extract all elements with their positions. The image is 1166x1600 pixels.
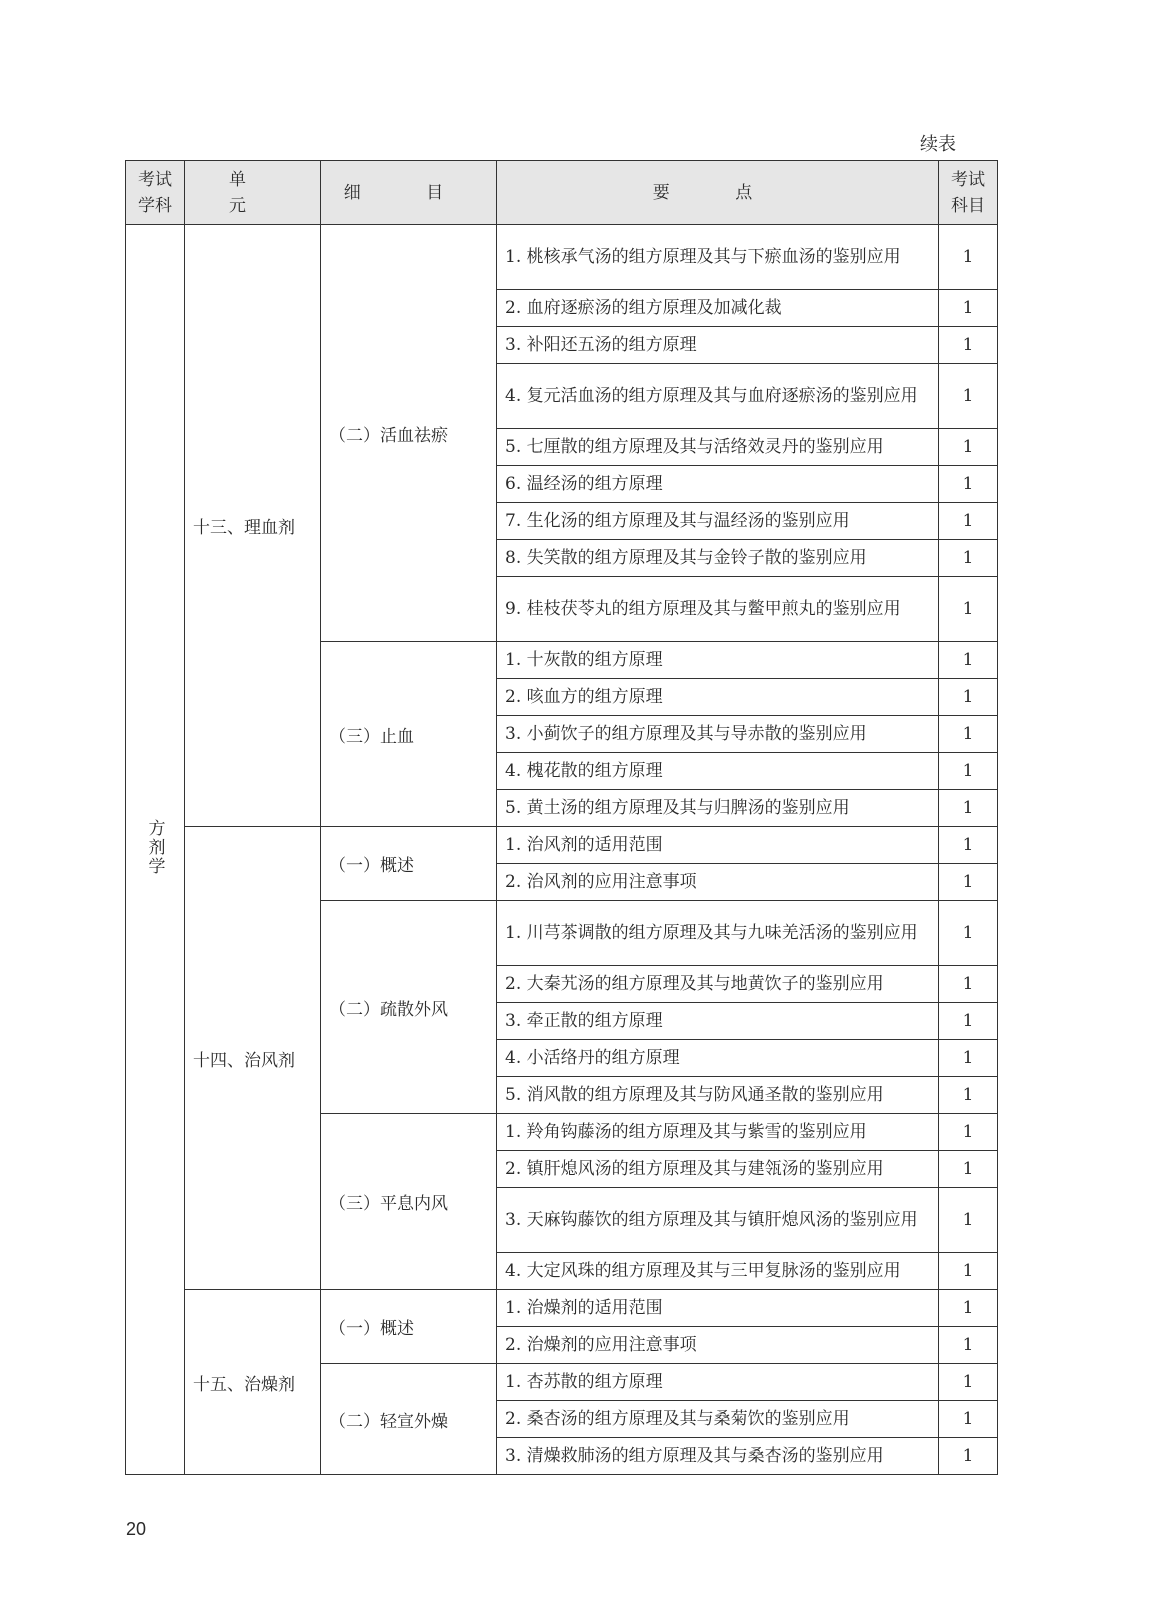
score-cell: 1	[939, 290, 998, 327]
score-cell: 1	[939, 642, 998, 679]
point-cell: 5. 黄土汤的组方原理及其与归脾汤的鉴别应用	[497, 790, 939, 827]
header-points: 要 点	[497, 161, 939, 225]
table-header-row	[126, 161, 998, 225]
point-cell: 5. 七厘散的组方原理及其与活络效灵丹的鉴别应用	[497, 429, 939, 466]
score-cell: 1	[939, 225, 998, 290]
detail-cell: （一）概述	[321, 827, 497, 901]
header-unit: 单 元	[185, 161, 321, 225]
score-cell: 1	[939, 1114, 998, 1151]
table-row	[126, 827, 998, 864]
point-cell: 3. 小蓟饮子的组方原理及其与导赤散的鉴别应用	[497, 716, 939, 753]
table-row	[126, 225, 998, 290]
point-cell: 4. 大定风珠的组方原理及其与三甲复脉汤的鉴别应用	[497, 1253, 939, 1290]
score-cell: 1	[939, 753, 998, 790]
score-cell: 1	[939, 1188, 998, 1253]
subject-label: 方剂学	[144, 818, 165, 876]
score-cell: 1	[939, 790, 998, 827]
score-cell: 1	[939, 1327, 998, 1364]
point-cell: 2. 镇肝熄风汤的组方原理及其与建瓴汤的鉴别应用	[497, 1151, 939, 1188]
point-cell: 3. 补阳还五汤的组方原理	[497, 327, 939, 364]
point-cell: 2. 桑杏汤的组方原理及其与桑菊饮的鉴别应用	[497, 1401, 939, 1438]
score-cell: 1	[939, 716, 998, 753]
point-cell: 1. 羚角钩藤汤的组方原理及其与紫雪的鉴别应用	[497, 1114, 939, 1151]
point-cell: 3. 清燥救肺汤的组方原理及其与桑杏汤的鉴别应用	[497, 1438, 939, 1475]
score-cell: 1	[939, 966, 998, 1003]
point-cell: 9. 桂枝茯苓丸的组方原理及其与鳖甲煎丸的鉴别应用	[497, 577, 939, 642]
point-cell: 2. 大秦艽汤的组方原理及其与地黄饮子的鉴别应用	[497, 966, 939, 1003]
point-cell: 3. 牵正散的组方原理	[497, 1003, 939, 1040]
unit-cell: 十四、治风剂	[185, 827, 321, 1290]
score-cell: 1	[939, 1151, 998, 1188]
score-cell: 1	[939, 577, 998, 642]
subject-cell	[126, 225, 185, 1475]
score-cell: 1	[939, 1253, 998, 1290]
point-cell: 1. 十灰散的组方原理	[497, 642, 939, 679]
score-cell: 1	[939, 1438, 998, 1475]
score-cell: 1	[939, 679, 998, 716]
point-cell: 2. 咳血方的组方原理	[497, 679, 939, 716]
point-cell: 3. 天麻钩藤饮的组方原理及其与镇肝熄风汤的鉴别应用	[497, 1188, 939, 1253]
point-cell: 4. 小活络丹的组方原理	[497, 1040, 939, 1077]
page-number: 20	[126, 1519, 147, 1539]
header-exam: 考试科目	[939, 161, 998, 225]
score-cell: 1	[939, 540, 998, 577]
score-cell: 1	[939, 1401, 998, 1438]
point-cell: 6. 温经汤的组方原理	[497, 466, 939, 503]
score-cell: 1	[939, 864, 998, 901]
table-row	[126, 1290, 998, 1327]
point-cell: 1. 杏苏散的组方原理	[497, 1364, 939, 1401]
score-cell: 1	[939, 901, 998, 966]
point-cell: 4. 槐花散的组方原理	[497, 753, 939, 790]
score-cell: 1	[939, 1290, 998, 1327]
score-cell: 1	[939, 327, 998, 364]
score-cell: 1	[939, 827, 998, 864]
point-cell: 8. 失笑散的组方原理及其与金铃子散的鉴别应用	[497, 540, 939, 577]
point-cell: 2. 血府逐瘀汤的组方原理及加减化裁	[497, 290, 939, 327]
point-cell: 1. 治风剂的适用范围	[497, 827, 939, 864]
header-subject: 考试学科	[126, 161, 185, 225]
score-cell: 1	[939, 503, 998, 540]
point-cell: 5. 消风散的组方原理及其与防风通圣散的鉴别应用	[497, 1077, 939, 1114]
point-cell: 7. 生化汤的组方原理及其与温经汤的鉴别应用	[497, 503, 939, 540]
score-cell: 1	[939, 1003, 998, 1040]
point-cell: 1. 治燥剂的适用范围	[497, 1290, 939, 1327]
detail-cell: （二）轻宣外燥	[321, 1364, 497, 1475]
syllabus-table	[125, 160, 998, 1475]
point-cell: 4. 复元活血汤的组方原理及其与血府逐瘀汤的鉴别应用	[497, 364, 939, 429]
header-detail: 细 目	[321, 161, 497, 225]
detail-cell: （二）活血祛瘀	[321, 225, 497, 642]
score-cell: 1	[939, 1077, 998, 1114]
point-cell: 2. 治燥剂的应用注意事项	[497, 1327, 939, 1364]
detail-cell: （一）概述	[321, 1290, 497, 1364]
score-cell: 1	[939, 364, 998, 429]
score-cell: 1	[939, 1040, 998, 1077]
unit-cell: 十三、理血剂	[185, 225, 321, 827]
score-cell: 1	[939, 1364, 998, 1401]
point-cell: 1. 桃核承气汤的组方原理及其与下瘀血汤的鉴别应用	[497, 225, 939, 290]
point-cell: 1. 川芎茶调散的组方原理及其与九味羌活汤的鉴别应用	[497, 901, 939, 966]
continued-label: 续表	[920, 134, 956, 155]
score-cell: 1	[939, 429, 998, 466]
unit-cell: 十五、治燥剂	[185, 1290, 321, 1475]
detail-cell: （三）止血	[321, 642, 497, 827]
detail-cell: （三）平息内风	[321, 1114, 497, 1290]
detail-cell: （二）疏散外风	[321, 901, 497, 1114]
point-cell: 2. 治风剂的应用注意事项	[497, 864, 939, 901]
score-cell: 1	[939, 466, 998, 503]
